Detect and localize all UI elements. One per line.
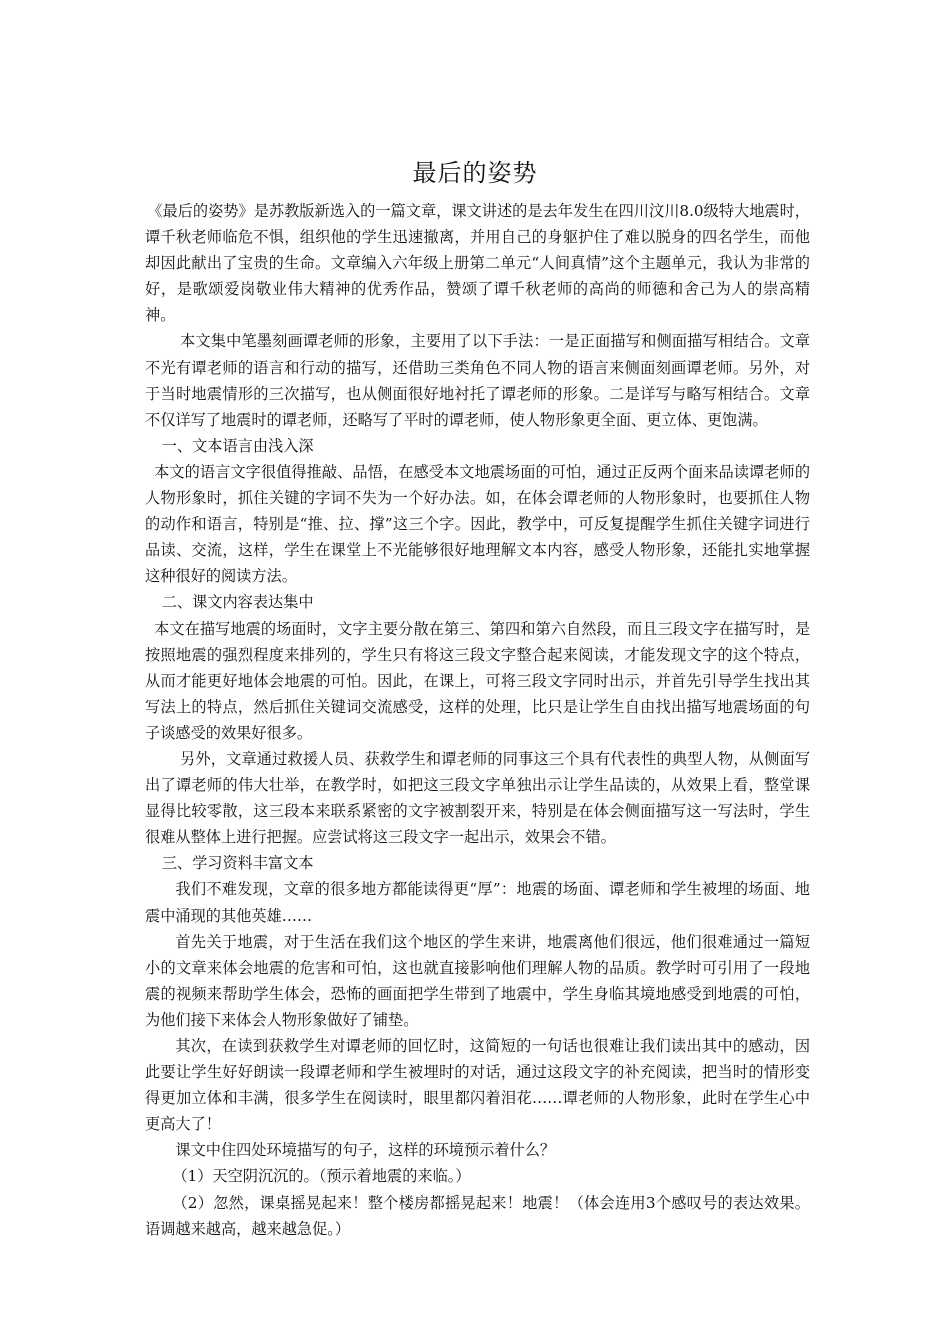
paragraph-question: 课文中住四处环境描写的句子，这样的环境预示着什么？ <box>175 1141 556 1160</box>
paragraph-content: 本文在描写地震的场面时，文字主要分散在第三、第四和第六自然段，而且三段文字在描写时，是按照地震的强烈程度来排列的，学生只有将这三段文字整合起来阅读，才能发现文字的这个特点，从而才能更好地体会地震的可怕。因此，在课上，可将三段文字同时出示，并首先引导学生找出其写法上的特点，然后抓住关键词交流感受，这样的处理，比只是让学生自由找出描写地震场面的句子谈感受的效果好很多。 <box>145 619 810 742</box>
paragraph-thick-reading: 我们不难发现，文章的很多地方都能读得更“厚”：地震的场面、谭老师和学生被埋的场面、地震中涌现的其他英雄…… <box>145 880 810 925</box>
section-heading-3: 三、学习资料丰富文本 <box>161 854 314 873</box>
paragraph-earthquake: 首先关于地震，对于生活在我们这个地区的学生来讲，地震离他们很远，他们很难通过一篇短小的文章来体会地震的危害和可怕，这也就直接影响他们理解人物的品质。教学时可引用了一段地震的视频来帮助学生体会，恐怖的画面把学生带到了地震中，学生身临其境地感受到地震的可怕，为他们接下来体会人物形象做好了铺垫。 <box>145 932 810 1029</box>
list-item-2: （2）忽然，课桌摇晃起来！整个楼房都摇晃起来！地震！（体会连用3个感叹号的表达效果。语调越来越高，越来越急促。） <box>145 1193 810 1238</box>
paragraph-language: 本文的语言文字很值得推敲、品悟，在感受本文地震场面的可怕，通过正反两个面来品读谭老师的人物形象时，抓住关键的字词不失为一个好办法。如，在体会谭老师的人物形象时，也要抓住人物的动作和语言，特别是“推、拉、撑”这三个字。因此，教学中，可反复提醒学生抓住关键字词进行品读、交流，这样，学生在课堂上不光能够很好地理解文本内容，感受人物形象，还能扎实地掌握这种很好的阅读方法。 <box>145 462 810 586</box>
document-title: 最后的姿势 <box>412 159 538 187</box>
paragraph-recall: 其次，在读到获救学生对谭老师的回忆时，这简短的一句话也很难让我们读出其中的感动，因此要让学生好好朗读一段谭老师和学生被埋时的对话，通过这段文字的补充阅读，把当时的情形变得更加立体和丰满，很多学生在阅读时，眼里都闪着泪花……谭老师的人物形象，此时在学生心中更高大了！ <box>145 1037 810 1134</box>
list-item-1: （1）天空阴沉沉的。（预示着地震的来临。） <box>172 1167 471 1186</box>
document-body <box>145 198 810 1242</box>
section-heading-1: 一、文本语言由浅入深 <box>161 436 314 455</box>
paragraph-intro: 《最后的姿势》是苏教版新选入的一篇文章，课文讲述的是去年发生在四川汶川8.0级特大地震时，谭千秋老师临危不惧，组织他的学生迅速撤离，并用自己的身躯护住了难以脱身的四名学生，而他却因此献出了宝贵的生命。文章编入六年级上册第二单元“人间真情”这个主题单元，我认为非常的好，是歌颂爱岗敬业伟大精神的优秀作品，赞颂了谭千秋老师的高尚的师德和舍己为人的崇高精神。 <box>145 202 810 325</box>
paragraph-techniques: 本文集中笔墨刻画谭老师的形象，主要用了以下手法：一是正面描写和侧面描写相结合。文章不光有谭老师的语言和行动的描写，还借助三类角色不同人物的语言来侧面刻画谭老师。另外，对于当时地震情形的三次描写，也从侧面很好地衬托了谭老师的形象。二是详写与略写相结合。文章不仅详写了地震时的谭老师，还略写了平时的谭老师，使人物形象更全面、更立体、更饱满。 <box>145 332 810 429</box>
section-heading-2: 二、课文内容表达集中 <box>161 593 314 612</box>
paragraph-characters: 另外，文章通过救援人员、获救学生和谭老师的同事这三个具有代表性的典型人物，从侧面写出了谭老师的伟大壮举，在教学时，如把这三段文字单独出示让学生品读的，从效果上看，整堂课显得比较零散，这三段本来联系紧密的文字被割裂开来，特别是在体会侧面描写这一写法时，学生很难从整体上进行把握。应尝试将这三段文字一起出示，效果会不错。 <box>145 749 810 847</box>
